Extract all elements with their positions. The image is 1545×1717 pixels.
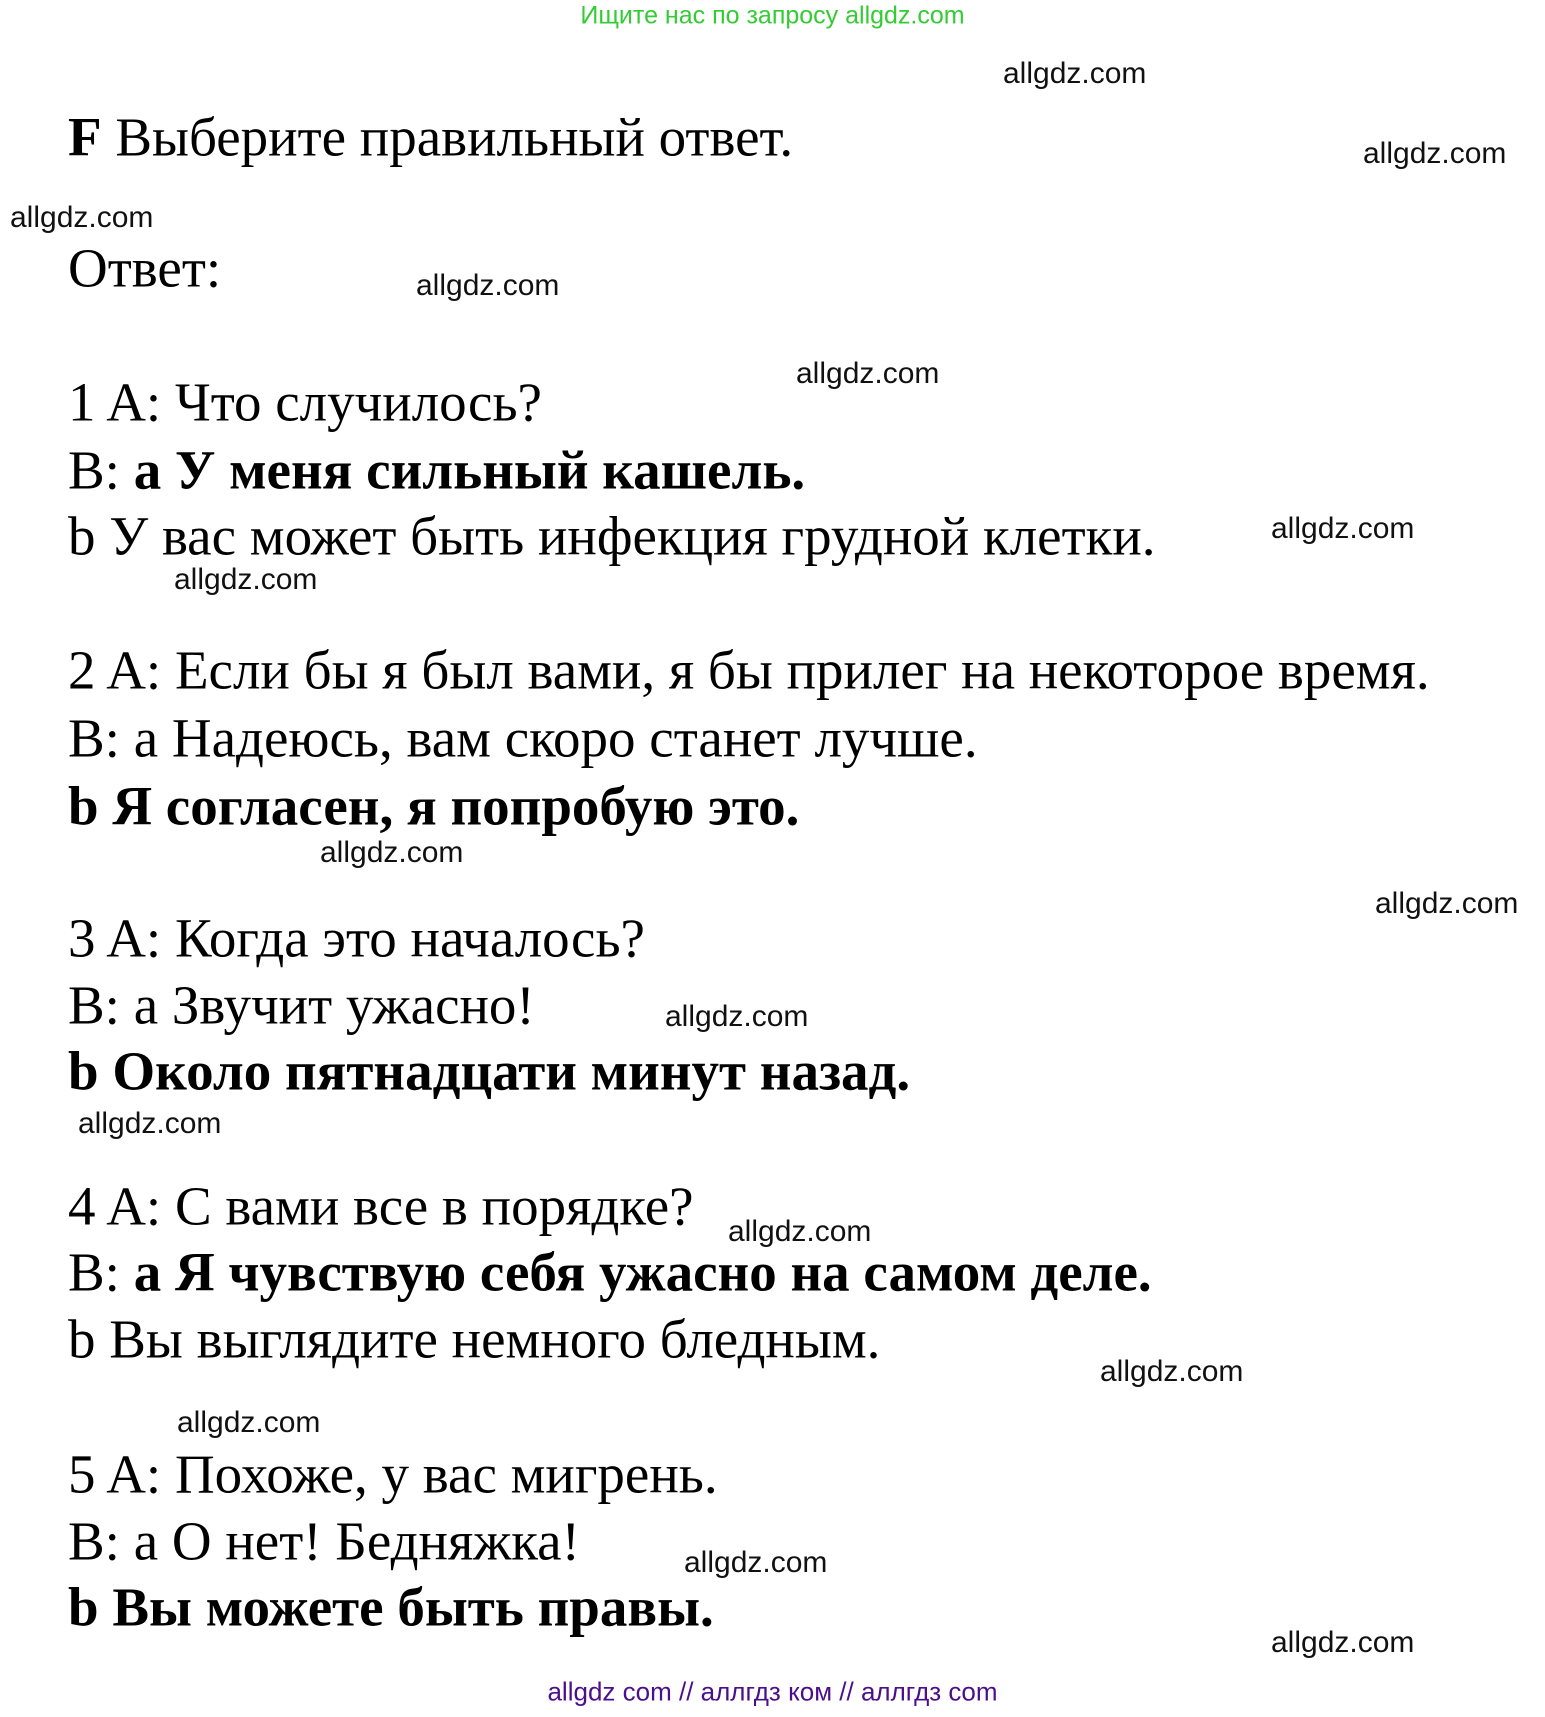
option-a-correct: a Я чувствую себя ужасно на самом деле. bbox=[133, 1241, 1152, 1303]
option-a: a Звучит ужасно! bbox=[133, 974, 535, 1036]
answer-1a bbox=[68, 439, 806, 501]
watermark: allgdz.com bbox=[10, 201, 154, 234]
watermark: allgdz.com bbox=[1271, 1626, 1415, 1659]
answer-1b: b У вас может быть инфекция грудной клетки. bbox=[68, 505, 1156, 567]
answer-5a bbox=[68, 1510, 580, 1572]
answer-2a bbox=[68, 707, 978, 769]
question-1: 1 A: Что случилось? bbox=[68, 371, 542, 433]
watermark: allgdz.com bbox=[1271, 512, 1415, 545]
option-a-correct: a У меня сильный кашель. bbox=[133, 439, 806, 501]
search-banner: Ищите нас по запросу allgdz.com bbox=[580, 1, 965, 30]
speaker-b: B: bbox=[68, 439, 134, 501]
question-4: 4 A: С вами все в порядке? bbox=[68, 1175, 694, 1237]
watermark: allgdz.com bbox=[1375, 887, 1519, 920]
question-2: 2 A: Если бы я был вами, я бы прилег на некоторое время. bbox=[68, 639, 1430, 701]
task-letter: F bbox=[68, 106, 102, 168]
task-title bbox=[68, 106, 794, 168]
footer-banner: allgdz com // аллгдз ком // аллгдз com bbox=[547, 1676, 998, 1707]
watermark: allgdz.com bbox=[177, 1406, 321, 1439]
answer-3a bbox=[68, 974, 535, 1036]
watermark: allgdz.com bbox=[796, 357, 940, 390]
watermark: allgdz.com bbox=[665, 1000, 809, 1033]
watermark: allgdz.com bbox=[1003, 57, 1147, 90]
task-text: Выберите правильный ответ. bbox=[115, 106, 794, 168]
question-5: 5 A: Похоже, у вас мигрень. bbox=[68, 1443, 718, 1505]
watermark: allgdz.com bbox=[174, 563, 318, 596]
speaker-b: B: bbox=[68, 1510, 134, 1572]
answer-5b-correct: b Вы можете быть правы. bbox=[68, 1576, 714, 1638]
answer-4a bbox=[68, 1241, 1152, 1303]
watermark: allgdz.com bbox=[320, 836, 464, 869]
watermark: allgdz.com bbox=[728, 1215, 872, 1248]
speaker-b: B: bbox=[68, 707, 134, 769]
watermark: allgdz.com bbox=[416, 269, 560, 302]
option-a: a О нет! Бедняжка! bbox=[133, 1510, 580, 1572]
question-3: 3 A: Когда это началось? bbox=[68, 907, 645, 969]
watermark: allgdz.com bbox=[1100, 1355, 1244, 1388]
option-a: a Надеюсь, вам скоро станет лучше. bbox=[133, 707, 978, 769]
answer-2b-correct: b Я согласен, я попробую это. bbox=[68, 775, 800, 837]
answer-3b-correct: b Около пятнадцати минут назад. bbox=[68, 1040, 911, 1102]
speaker-b: B: bbox=[68, 1241, 134, 1303]
speaker-b: B: bbox=[68, 974, 134, 1036]
watermark: allgdz.com bbox=[684, 1546, 828, 1579]
answer-label: Ответ: bbox=[68, 237, 222, 299]
watermark: allgdz.com bbox=[78, 1107, 222, 1140]
answer-4b: b Вы выглядите немного бледным. bbox=[68, 1308, 881, 1370]
watermark: allgdz.com bbox=[1363, 137, 1507, 170]
